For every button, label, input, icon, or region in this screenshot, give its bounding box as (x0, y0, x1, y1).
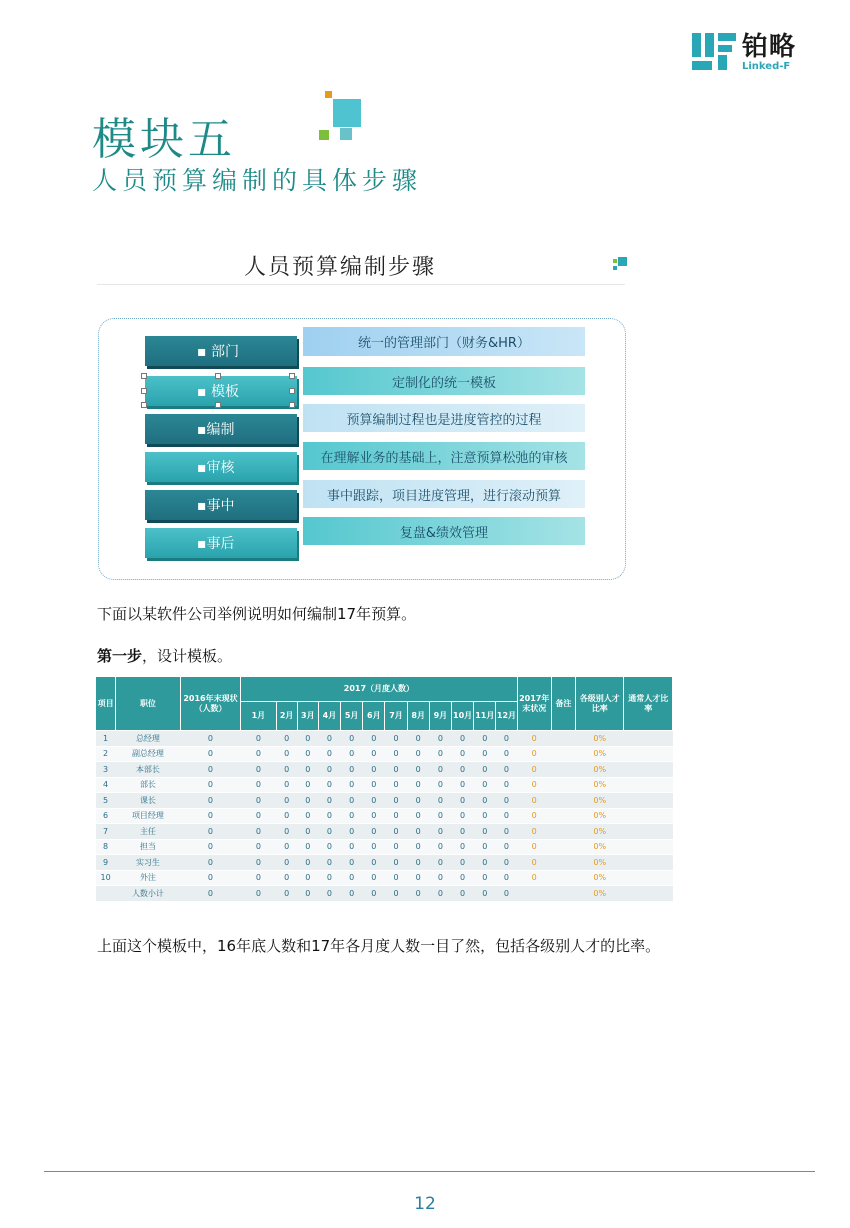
step-label-after: ▪事后 (145, 528, 297, 558)
cell-end-2016: 0 (180, 824, 241, 840)
cell-month: 0 (318, 808, 340, 824)
cell-month: 0 (429, 731, 451, 747)
cell-month: 0 (429, 808, 451, 824)
cell-month: 0 (341, 839, 363, 855)
cell-month: 0 (297, 839, 318, 855)
cell-end-2016: 0 (180, 886, 241, 902)
cell-end-2016: 0 (180, 808, 241, 824)
page-number: 12 (414, 1194, 436, 1214)
th-2017-monthly: 2017（月度人数） (241, 677, 517, 702)
cell-month: 0 (452, 839, 474, 855)
cell-month: 0 (407, 839, 429, 855)
cell-month: 0 (318, 855, 340, 871)
cell-month: 0 (363, 855, 385, 871)
th-month: 3月 (297, 702, 318, 731)
th-remark: 备注 (551, 677, 575, 731)
cell-month: 0 (474, 777, 496, 793)
table-row (96, 870, 673, 886)
th-level-ratio: 各级别人才比率 (576, 677, 624, 731)
cell-month: 0 (363, 886, 385, 902)
table-row (96, 855, 673, 871)
cell-level-ratio: 0% (576, 870, 624, 886)
cell-level-ratio: 0% (576, 762, 624, 778)
cell-month: 0 (385, 855, 407, 871)
cell-end-2016: 0 (180, 746, 241, 762)
cell-remark (551, 731, 575, 747)
cell-month: 0 (241, 886, 276, 902)
cell-item-no: 4 (96, 777, 116, 793)
cell-month: 0 (318, 870, 340, 886)
cell-month: 0 (241, 777, 276, 793)
cell-month: 0 (407, 777, 429, 793)
cell-end-2016: 0 (180, 731, 241, 747)
cell-month: 0 (496, 793, 517, 809)
cell-end-2017: 0 (517, 731, 551, 747)
cell-month: 0 (341, 886, 363, 902)
cell-month: 0 (276, 855, 297, 871)
cell-month: 0 (241, 839, 276, 855)
cell-month: 0 (297, 870, 318, 886)
cell-month: 0 (452, 777, 474, 793)
table-row (96, 793, 673, 809)
cell-month: 0 (385, 731, 407, 747)
cell-month: 0 (452, 762, 474, 778)
footer-divider (44, 1171, 815, 1172)
cell-month: 0 (474, 855, 496, 871)
cell-month: 0 (496, 855, 517, 871)
cell-month: 0 (297, 808, 318, 824)
cell-end-2016: 0 (180, 855, 241, 871)
cell-month: 0 (407, 870, 429, 886)
cell-month: 0 (241, 824, 276, 840)
cell-month: 0 (276, 870, 297, 886)
th-month: 1月 (241, 702, 276, 731)
cell-item-no: 6 (96, 808, 116, 824)
cell-normal-ratio (624, 870, 673, 886)
step-label-review: ▪审核 (145, 452, 297, 482)
cell-month: 0 (241, 762, 276, 778)
cell-month: 0 (496, 839, 517, 855)
cell-position: 项目经理 (116, 808, 181, 824)
cell-level-ratio: 0% (576, 839, 624, 855)
cell-month: 0 (297, 762, 318, 778)
cell-end-2017: 0 (517, 870, 551, 886)
cell-end-2016: 0 (180, 777, 241, 793)
cell-month: 0 (341, 808, 363, 824)
cell-end-2017: 0 (517, 762, 551, 778)
cell-month: 0 (276, 824, 297, 840)
step-desc-review: 在理解业务的基础上，注意预算松弛的审核 (303, 442, 585, 470)
cell-end-2016: 0 (180, 870, 241, 886)
cell-position: 外注 (116, 870, 181, 886)
cell-item-no (96, 886, 116, 902)
cell-month: 0 (496, 762, 517, 778)
cell-month: 0 (474, 824, 496, 840)
cell-month: 0 (318, 886, 340, 902)
cell-month: 0 (297, 824, 318, 840)
module-subtitle: 人员预算编制的具体步骤 (92, 166, 423, 195)
cell-position: 人数小计 (116, 886, 181, 902)
table-row (96, 746, 673, 762)
cell-level-ratio: 0% (576, 793, 624, 809)
cell-month: 0 (276, 793, 297, 809)
cell-month: 0 (496, 886, 517, 902)
th-position: 职位 (116, 677, 181, 731)
cell-position: 部长 (116, 777, 181, 793)
cell-month: 0 (241, 870, 276, 886)
cell-month: 0 (407, 731, 429, 747)
table-row (96, 808, 673, 824)
cell-remark (551, 870, 575, 886)
cell-month: 0 (341, 824, 363, 840)
cell-level-ratio: 0% (576, 731, 624, 747)
cell-position: 副总经理 (116, 746, 181, 762)
figure-title: 人员预算编制步骤 (244, 255, 437, 280)
cell-month: 0 (407, 855, 429, 871)
cell-month: 0 (452, 731, 474, 747)
cell-month: 0 (297, 731, 318, 747)
cell-month: 0 (363, 746, 385, 762)
cell-position: 总经理 (116, 731, 181, 747)
cell-month: 0 (341, 855, 363, 871)
cell-remark (551, 808, 575, 824)
step1-rest: ，设计模板。 (142, 647, 233, 665)
cell-month: 0 (297, 886, 318, 902)
cell-level-ratio: 0% (576, 808, 624, 824)
cell-month: 0 (341, 793, 363, 809)
th-month: 12月 (496, 702, 517, 731)
cell-month: 0 (297, 777, 318, 793)
cell-position: 课长 (116, 793, 181, 809)
module-title: 模块五 (92, 114, 236, 165)
cell-month: 0 (429, 870, 451, 886)
cell-position: 担当 (116, 839, 181, 855)
cell-month: 0 (363, 731, 385, 747)
th-month: 4月 (318, 702, 340, 731)
cell-month: 0 (385, 762, 407, 778)
summary-text: 上面这个模板中，16年底人数和17年各月度人数一目了然，包括各级别人才的比率。 (97, 937, 661, 955)
step-label-compile: ▪编制 (145, 414, 297, 444)
cell-month: 0 (429, 855, 451, 871)
cell-normal-ratio (624, 808, 673, 824)
table-row (96, 762, 673, 778)
cell-end-2017: 0 (517, 824, 551, 840)
cell-normal-ratio (624, 886, 673, 902)
cell-month: 0 (241, 731, 276, 747)
cell-end-2017: 0 (517, 855, 551, 871)
cell-month: 0 (297, 746, 318, 762)
cell-month: 0 (385, 793, 407, 809)
cell-end-2016: 0 (180, 839, 241, 855)
cell-month: 0 (318, 824, 340, 840)
cell-month: 0 (452, 793, 474, 809)
cell-month: 0 (496, 731, 517, 747)
cell-item-no: 10 (96, 870, 116, 886)
table-row (96, 731, 673, 747)
cell-month: 0 (429, 762, 451, 778)
cell-end-2017: 0 (517, 808, 551, 824)
cell-remark (551, 777, 575, 793)
th-end-2017: 2017年末状况 (517, 677, 551, 731)
cell-end-2017 (517, 886, 551, 902)
step-desc-template: 定制化的统一模板 (303, 367, 585, 395)
cell-end-2016: 0 (180, 793, 241, 809)
table-row (96, 839, 673, 855)
cell-month: 0 (363, 762, 385, 778)
cell-normal-ratio (624, 824, 673, 840)
cell-month: 0 (341, 762, 363, 778)
step-desc-during: 事中跟踪，项目进度管理，进行滚动预算 (303, 480, 585, 508)
cell-position: 实习生 (116, 855, 181, 871)
step-label-department: ▪ 部门 (145, 336, 297, 366)
table-row (96, 824, 673, 840)
cell-month: 0 (341, 731, 363, 747)
cell-normal-ratio (624, 731, 673, 747)
cell-remark (551, 746, 575, 762)
cell-month: 0 (363, 793, 385, 809)
figure-title-divider (97, 284, 625, 285)
cell-month: 0 (363, 808, 385, 824)
step-label-during: ▪事中 (145, 490, 297, 520)
cell-item-no: 2 (96, 746, 116, 762)
cell-month: 0 (385, 746, 407, 762)
cell-month: 0 (452, 746, 474, 762)
cell-normal-ratio (624, 855, 673, 871)
cell-month: 0 (407, 886, 429, 902)
table-row (96, 886, 673, 902)
cell-month: 0 (385, 824, 407, 840)
cell-month: 0 (496, 870, 517, 886)
cell-item-no: 9 (96, 855, 116, 871)
cell-month: 0 (276, 731, 297, 747)
cell-month: 0 (385, 777, 407, 793)
cell-month: 0 (276, 808, 297, 824)
cell-month: 0 (363, 870, 385, 886)
cell-month: 0 (407, 824, 429, 840)
cell-month: 0 (241, 855, 276, 871)
cell-month: 0 (452, 808, 474, 824)
cell-month: 0 (318, 731, 340, 747)
cell-item-no: 8 (96, 839, 116, 855)
cell-end-2017: 0 (517, 746, 551, 762)
cell-month: 0 (474, 870, 496, 886)
cell-month: 0 (474, 886, 496, 902)
cell-month: 0 (429, 839, 451, 855)
cell-level-ratio: 0% (576, 855, 624, 871)
th-month: 9月 (429, 702, 451, 731)
cell-month: 0 (241, 746, 276, 762)
step-label-template: ▪ 模板 (145, 376, 297, 406)
cell-month: 0 (407, 793, 429, 809)
cell-month: 0 (474, 762, 496, 778)
th-month: 10月 (452, 702, 474, 731)
cell-month: 0 (474, 808, 496, 824)
cell-month: 0 (385, 808, 407, 824)
step1-heading (97, 645, 232, 666)
step-desc-department: 统一的管理部门（财务&HR） (303, 327, 585, 356)
cell-month: 0 (407, 762, 429, 778)
cell-end-2017: 0 (517, 777, 551, 793)
cell-month: 0 (452, 870, 474, 886)
cell-month: 0 (241, 808, 276, 824)
cell-month: 0 (407, 808, 429, 824)
cell-month: 0 (429, 746, 451, 762)
cell-remark (551, 824, 575, 840)
cell-month: 0 (452, 824, 474, 840)
cell-month: 0 (474, 731, 496, 747)
cell-month: 0 (341, 777, 363, 793)
cell-month: 0 (496, 808, 517, 824)
cell-month: 0 (297, 793, 318, 809)
cell-level-ratio: 0% (576, 886, 624, 902)
cell-month: 0 (276, 839, 297, 855)
logo-text: 铂略 (742, 32, 797, 62)
th-month: 7月 (385, 702, 407, 731)
cell-month: 0 (385, 839, 407, 855)
cell-end-2017: 0 (517, 839, 551, 855)
cell-month: 0 (474, 793, 496, 809)
th-normal-ratio: 通常人才比率 (624, 677, 673, 731)
cell-month: 0 (429, 777, 451, 793)
cell-month: 0 (363, 824, 385, 840)
brand-logo (692, 33, 812, 73)
cell-month: 0 (276, 777, 297, 793)
table-row (96, 777, 673, 793)
cell-month: 0 (407, 746, 429, 762)
th-month: 5月 (341, 702, 363, 731)
cell-month: 0 (496, 746, 517, 762)
logo-mark-icon (692, 33, 736, 71)
cell-month: 0 (385, 870, 407, 886)
cell-month: 0 (276, 746, 297, 762)
cell-position: 本部长 (116, 762, 181, 778)
cell-end-2017: 0 (517, 793, 551, 809)
cell-month: 0 (318, 746, 340, 762)
th-end-2016: 2016年末现状（人数） (180, 677, 241, 731)
th-month: 11月 (474, 702, 496, 731)
cell-remark (551, 762, 575, 778)
cell-level-ratio: 0% (576, 777, 624, 793)
cell-position: 主任 (116, 824, 181, 840)
cell-normal-ratio (624, 777, 673, 793)
cell-month: 0 (496, 777, 517, 793)
cell-normal-ratio (624, 762, 673, 778)
budget-template-table (95, 676, 673, 902)
cell-month: 0 (341, 870, 363, 886)
cell-end-2016: 0 (180, 762, 241, 778)
cell-level-ratio: 0% (576, 746, 624, 762)
cell-month: 0 (318, 839, 340, 855)
cell-month: 0 (363, 839, 385, 855)
cell-month: 0 (276, 762, 297, 778)
cell-month: 0 (496, 824, 517, 840)
cell-remark (551, 839, 575, 855)
step-desc-compile: 预算编制过程也是进度管控的过程 (303, 404, 585, 432)
cell-month: 0 (241, 793, 276, 809)
cell-month: 0 (474, 746, 496, 762)
cell-month: 0 (318, 762, 340, 778)
step-desc-after: 复盘&绩效管理 (303, 517, 585, 545)
cell-remark (551, 793, 575, 809)
logo-subtext: Linked-F (742, 61, 791, 72)
th-month: 6月 (363, 702, 385, 731)
cell-item-no: 1 (96, 731, 116, 747)
cell-month: 0 (318, 777, 340, 793)
cell-month: 0 (429, 824, 451, 840)
table-body (96, 731, 673, 902)
cell-month: 0 (474, 839, 496, 855)
step1-bold: 第一步 (97, 647, 143, 665)
cell-month: 0 (429, 793, 451, 809)
cell-normal-ratio (624, 793, 673, 809)
cell-remark (551, 886, 575, 902)
cell-item-no: 7 (96, 824, 116, 840)
cell-normal-ratio (624, 839, 673, 855)
th-month: 2月 (276, 702, 297, 731)
cell-level-ratio: 0% (576, 824, 624, 840)
cell-month: 0 (341, 746, 363, 762)
cell-item-no: 3 (96, 762, 116, 778)
cell-item-no: 5 (96, 793, 116, 809)
cell-month: 0 (276, 886, 297, 902)
th-month: 8月 (407, 702, 429, 731)
cell-normal-ratio (624, 746, 673, 762)
cell-month: 0 (452, 886, 474, 902)
cell-month: 0 (297, 855, 318, 871)
cell-month: 0 (318, 793, 340, 809)
cell-remark (551, 855, 575, 871)
th-item: 项目 (96, 677, 116, 731)
intro-text: 下面以某软件公司举例说明如何编制17年预算。 (97, 605, 417, 623)
cell-month: 0 (363, 777, 385, 793)
cell-month: 0 (429, 886, 451, 902)
cell-month: 0 (385, 886, 407, 902)
cell-month: 0 (452, 855, 474, 871)
